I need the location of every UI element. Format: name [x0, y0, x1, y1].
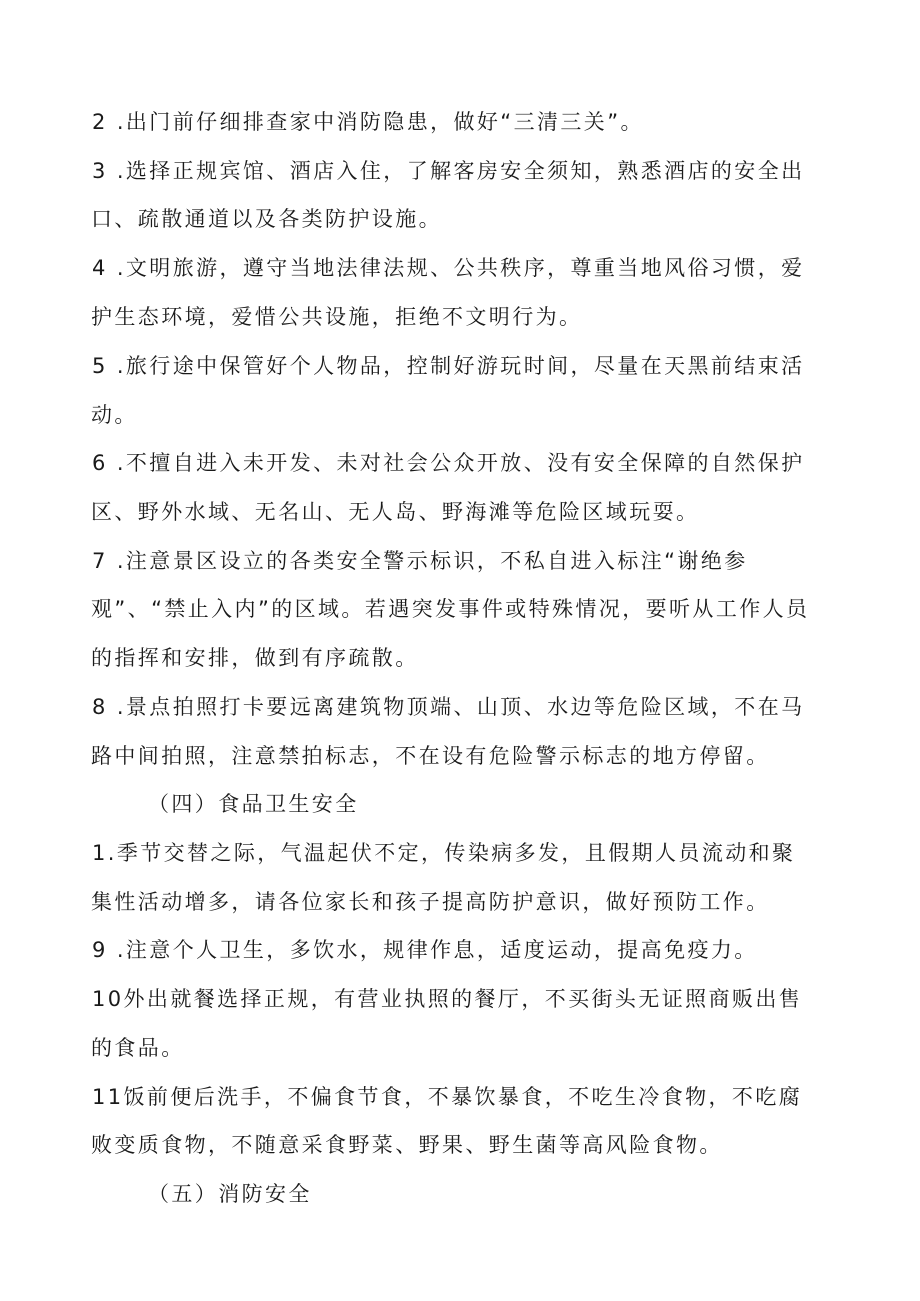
paragraph-7-line-2: 观”、“禁止入内”的区域。若遇突发事件或特殊情况，要听从工作人员 — [91, 597, 810, 621]
section-heading-food-safety: （四）食品卫生安全 — [148, 792, 359, 816]
paragraph-4-line-1: 4 .文明旅游，遵守当地法律法规、公共秩序，尊重当地风俗习惯，爱 — [92, 256, 805, 280]
paragraph-3-line-1: 3 .选择正规宾馆、酒店入住，了解客房安全须知，熟悉酒店的安全出 — [92, 159, 805, 183]
paragraph-5-line-2: 动。 — [91, 403, 138, 427]
paragraph-3-line-2: 口、疏散通道以及各类防护设施。 — [91, 207, 442, 231]
paragraph-6-line-1: 6 .不擅自进入未开发、未对社会公众开放、没有安全保障的自然保护 — [92, 451, 805, 475]
section-heading-fire-safety: （五）消防安全 — [148, 1182, 312, 1206]
food-item-10-line-2: 的食品。 — [91, 1036, 185, 1060]
food-item-10-line-1: 10外出就餐选择正规，有营业执照的餐厅，不买街头无证照商贩出售 — [92, 987, 803, 1011]
paragraph-5-line-1: 5 .旅行途中保管好个人物品，控制好游玩时间，尽量在天黑前结束活 — [92, 354, 805, 378]
food-item-9-line-1: 9 .注意个人卫生，多饮水，规律作息，适度运动，提高免疫力。 — [92, 938, 758, 962]
food-item-1-line-2: 集性活动增多，请各位家长和孩子提高防护意识，做好预防工作。 — [91, 890, 770, 914]
paragraph-7-line-3: 的指挥和安排，做到有序疏散。 — [91, 646, 419, 670]
paragraph-7-line-1: 7 .注意景区设立的各类安全警示标识，不私自进入标注“谢绝参 — [92, 549, 748, 573]
food-item-1-line-1: 1.季节交替之际，气温起伏不定，传染病多发，且假期人员流动和聚 — [92, 841, 796, 865]
food-item-11-line-1: 11饭前便后洗手，不偏食节食，不暴饮暴食，不吃生冷食物，不吃腐 — [92, 1085, 803, 1109]
paragraph-4-line-2: 护生态环境，爱惜公共设施，拒绝不文明行为。 — [91, 305, 583, 329]
food-item-11-line-2: 败变质食物，不随意采食野菜、野果、野生菌等高风险食物。 — [91, 1133, 723, 1157]
paragraph-2-line-1: 2 .出门前仔细排查家中消防隐患，做好“三清三关”。 — [92, 110, 644, 134]
paragraph-6-line-2: 区、野外水域、无名山、无人岛、野海滩等危险区域玩耍。 — [91, 500, 700, 524]
paragraph-8-line-2: 路中间拍照，注意禁拍标志，不在设有危险警示标志的地方停留。 — [91, 744, 770, 768]
paragraph-8-line-1: 8 .景点拍照打卡要远离建筑物顶端、山顶、水边等危险区域，不在马 — [92, 695, 805, 719]
